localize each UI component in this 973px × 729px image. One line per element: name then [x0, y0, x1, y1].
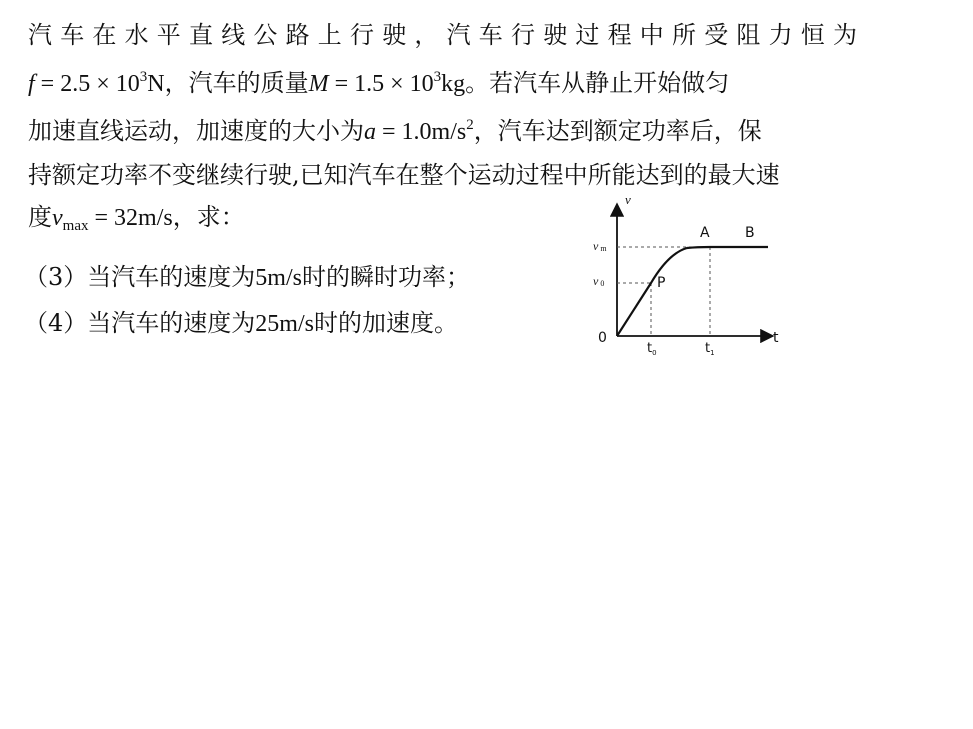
speed-value: 5m/s	[255, 265, 302, 291]
problem-line-5	[28, 200, 245, 235]
mass-intro: ，汽车的质量	[164, 69, 309, 97]
force-value: = 2.5 × 10	[34, 71, 140, 97]
velocity-time-graph	[585, 190, 785, 360]
t0-label: $t_0$	[647, 341, 657, 357]
problem-line-3-head: 加速直线运动，加速度的大小为	[28, 117, 364, 145]
question-number: （4）	[24, 309, 88, 337]
x-axis-label: t	[773, 330, 779, 346]
force-unit: N	[147, 71, 165, 97]
force-symbol: f	[28, 71, 35, 97]
mass-value: = 1.5 × 10	[328, 71, 434, 97]
problem-line-3-tail: ，汽车达到额定功率后，保	[473, 117, 762, 145]
problem-line-3	[28, 114, 762, 149]
vm-label: vm	[593, 239, 607, 253]
question-number: （3）	[24, 263, 88, 291]
mass-exponent: 3	[433, 69, 442, 85]
problem-line-4: 持额定功率不变继续行驶,已知汽车在整个运动过程中所能达到的最大速	[28, 161, 780, 189]
acceleration-value: = 1.0m/s	[376, 119, 467, 145]
question-text-end: 时的瞬时功率；	[301, 263, 470, 291]
problem-line-2	[28, 66, 729, 101]
origin-label: 0	[598, 330, 607, 346]
problem-line-1: 汽车在水平直线公路上行驶，汽车行驶过程中所受阻力恒为	[28, 21, 866, 49]
point-b-label: B	[745, 225, 755, 241]
velocity-curve	[617, 247, 768, 336]
speed-value: 25m/s	[255, 311, 314, 337]
v0-label: v 0	[593, 274, 605, 288]
y-axis-label: v	[625, 192, 631, 207]
vmax-symbol: v	[52, 205, 63, 231]
mass-unit: kg	[441, 71, 466, 97]
mass-symbol: M	[308, 71, 329, 97]
vmax-value: = 32m/s	[88, 205, 173, 231]
acceleration-symbol: a	[364, 119, 376, 145]
acceleration-exponent: 2	[466, 117, 474, 133]
question-3	[24, 260, 470, 295]
question-4	[24, 306, 458, 341]
point-a-label: A	[700, 225, 710, 241]
problem-line-2-tail: 。若汽车从静止开始做匀	[465, 69, 730, 97]
point-p-label: P	[657, 275, 666, 291]
problem-line-5-tail: ，求：	[172, 203, 245, 231]
t1-label: $t_1$	[705, 341, 715, 357]
problem-line-5-head: 度	[28, 203, 52, 231]
vmax-subscript: max	[62, 218, 89, 234]
question-text-end: 时的加速度。	[313, 309, 458, 337]
force-exponent: 3	[139, 69, 148, 85]
question-text: 当汽车的速度为	[87, 309, 256, 337]
question-text: 当汽车的速度为	[87, 263, 256, 291]
